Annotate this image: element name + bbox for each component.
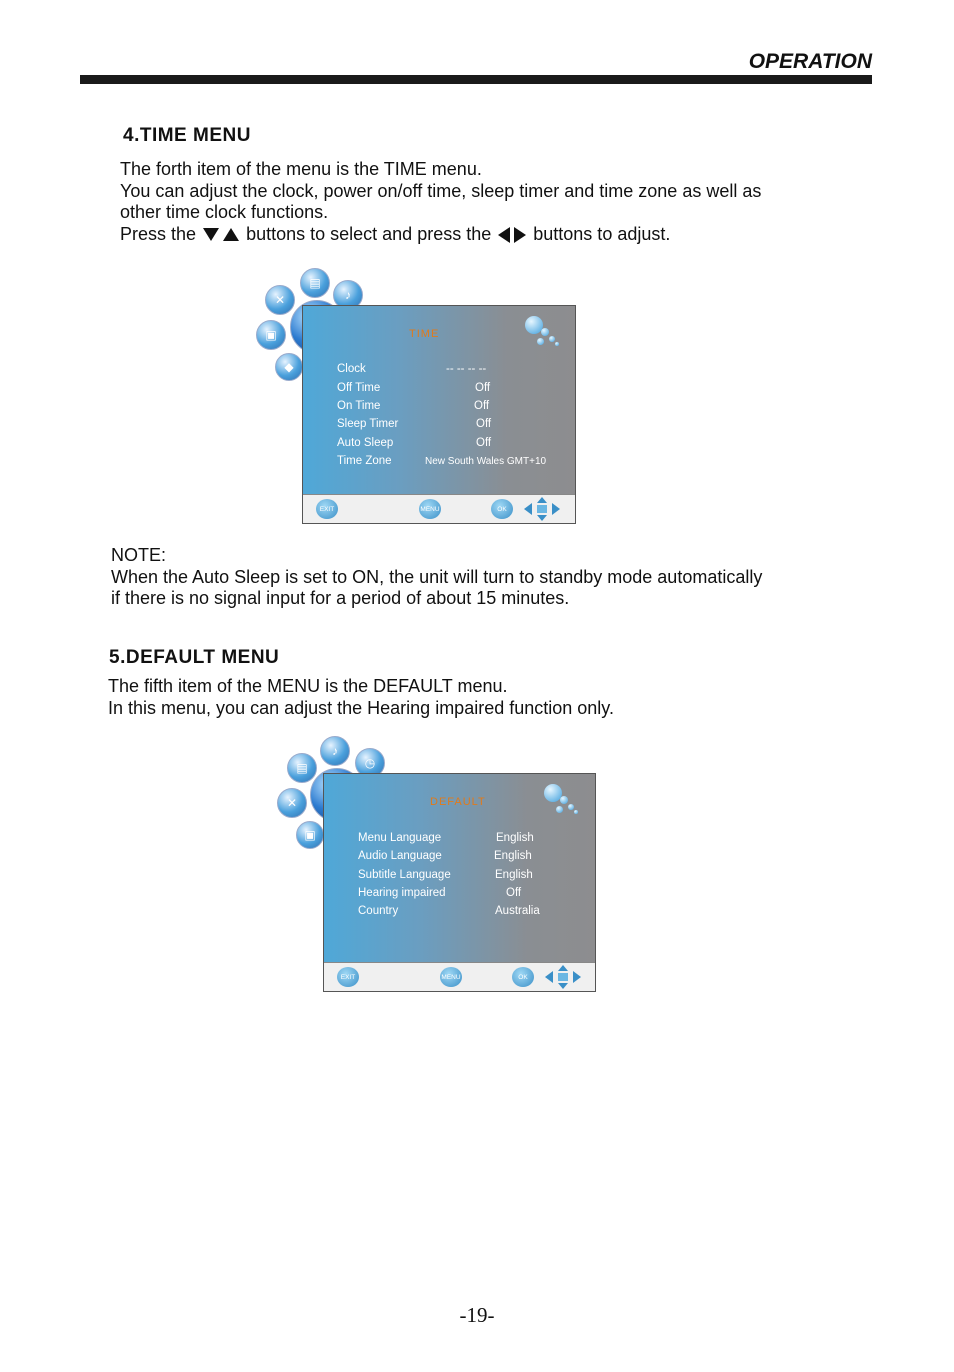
menu-button[interactable]: MENU <box>419 499 441 519</box>
default-desc-line-1: The fifth item of the MENU is the DEFAULT menu. <box>108 676 508 696</box>
menu-row-value: Off <box>506 887 522 899</box>
up-arrow-icon <box>223 228 239 241</box>
default-menu-title: DEFAULT <box>430 796 486 808</box>
direction-pad-icon <box>544 964 582 990</box>
bubbles-icon <box>523 314 573 354</box>
menu-row-label[interactable]: Menu Language <box>358 832 442 844</box>
menu-row-value: English <box>495 869 533 881</box>
time-menu-title: TIME <box>409 328 440 340</box>
exit-button[interactable]: EXIT <box>337 967 359 987</box>
left-arrow-icon <box>498 227 510 243</box>
note-line-2: if there is no signal input for a period of about 15 minutes. <box>111 588 570 608</box>
menu-row-value: New South Wales GMT+10 <box>425 456 547 467</box>
header-rule <box>80 75 872 84</box>
menu-row-value: Off <box>474 400 490 412</box>
down-arrow-icon <box>203 228 219 241</box>
menu-row-value: English <box>496 832 534 844</box>
default-desc-line-2: In this menu, you can adjust the Hearing impaired function only. <box>108 697 614 718</box>
menu-row-label[interactable]: Time Zone <box>337 455 392 467</box>
menu-row-value: -- -- -- -- <box>446 363 487 375</box>
time-menu-description <box>120 159 761 245</box>
menu-row-label[interactable]: Auto Sleep <box>337 437 394 449</box>
time-desc-line-3: other time clock functions. <box>120 202 329 222</box>
menu-row-label[interactable]: Clock <box>337 363 366 375</box>
page-number: -19- <box>459 1303 495 1327</box>
channel-icon: ◆ <box>275 353 303 381</box>
clock-small-icon: ◷ <box>355 748 385 778</box>
exit-button[interactable]: EXIT <box>316 499 338 519</box>
menu-row-value: Off <box>476 418 492 430</box>
menu-row-value: Off <box>476 437 492 449</box>
right-arrow-icon <box>514 227 526 243</box>
section-header: OPERATION <box>748 50 872 73</box>
picture-icon: ▤ <box>287 753 317 783</box>
menu-row-label[interactable]: Off Time <box>337 382 381 394</box>
menu-row-label[interactable]: Sleep Timer <box>337 418 399 430</box>
tools-icon: ✕ <box>277 788 307 818</box>
adjust-text: buttons to adjust. <box>533 223 671 244</box>
tools-icon: ✕ <box>265 285 295 315</box>
menu-row-label[interactable]: Country <box>358 905 399 917</box>
default-menu-heading: 5.DEFAULT MENU <box>109 647 280 668</box>
menu-row-label[interactable]: Hearing impaired <box>358 887 446 899</box>
sound-icon: ♪ <box>320 736 350 766</box>
bubbles-icon <box>542 782 592 822</box>
lock-icon: ▣ <box>256 320 286 350</box>
time-menu-screen <box>302 305 576 524</box>
ok-button[interactable]: OK <box>512 967 534 987</box>
menu-row-label[interactable]: Audio Language <box>358 850 442 862</box>
menu-row-label[interactable]: Subtitle Language <box>358 869 451 881</box>
time-desc-line-4 <box>120 224 761 246</box>
note-label: NOTE: <box>111 545 167 565</box>
default-menu-button-bar <box>324 962 595 991</box>
note-block <box>111 545 762 610</box>
time-menu-button-bar <box>303 494 575 523</box>
time-desc-line-1: The forth item of the menu is the TIME menu. <box>120 159 482 179</box>
menu-row-value: Off <box>475 382 491 394</box>
press-the-text: Press the <box>120 223 197 244</box>
time-menu-heading: 4.TIME MENU <box>123 125 251 146</box>
time-desc-line-2: You can adjust the clock, power on/off time, sleep timer and time zone as well as <box>120 180 762 201</box>
note-line-1: When the Auto Sleep is set to ON, the unit will turn to standby mode automatically <box>111 566 763 587</box>
menu-row-label[interactable]: On Time <box>337 400 381 412</box>
ok-button[interactable]: OK <box>491 499 513 519</box>
select-text: buttons to select and press the <box>246 223 492 244</box>
menu-button[interactable]: MENU <box>440 967 462 987</box>
default-menu-description <box>108 676 614 719</box>
lock-icon: ▣ <box>296 821 324 849</box>
sound-icon: ♪ <box>333 280 363 310</box>
default-menu-screen <box>323 773 596 992</box>
menu-row-value: English <box>494 850 532 862</box>
direction-pad-icon <box>523 496 561 522</box>
picture-icon: ▤ <box>300 268 330 298</box>
menu-row-value: Australia <box>495 905 540 917</box>
